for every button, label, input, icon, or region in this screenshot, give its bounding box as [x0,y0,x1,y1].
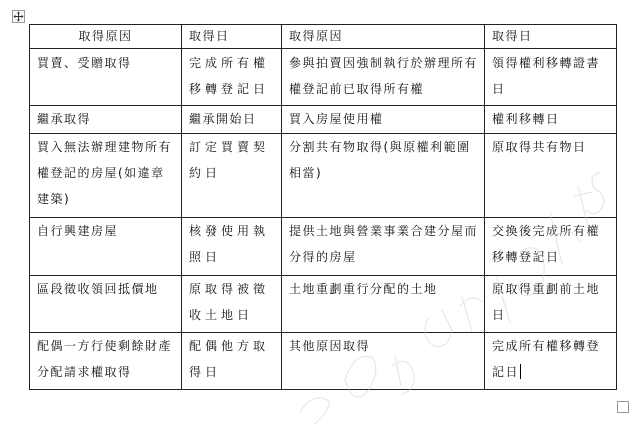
table-cell[interactable]: 繼承取得 [30,106,182,134]
table-cell[interactable]: 配偶他方取得日 [182,333,282,390]
table-move-handle[interactable] [12,10,25,23]
acquisition-date-table [29,24,617,390]
table-row [30,49,617,106]
table-row [30,218,617,276]
table-row [30,106,617,134]
table-cell[interactable]: 自行興建房屋 [30,218,182,276]
table-cell[interactable]: 買入房屋使用權 [282,106,485,134]
move-arrows-icon [13,11,24,22]
table-cell[interactable]: 分割共有物取得(與原權利範圍相當) [282,134,485,218]
table-cell[interactable]: 核發使用執照日 [182,218,282,276]
table-row [30,333,617,390]
table-cell[interactable]: 土地重劃重行分配的土地 [282,276,485,333]
table-cell[interactable]: 參與拍賣因強制執行於辦理所有權登記前已取得所有權 [282,49,485,106]
table-cell[interactable]: 原取得被徵收土地日 [182,276,282,333]
header-cell[interactable]: 取得原因 [282,25,485,49]
table-cell[interactable]: 交換後完成所有權移轉登記日 [485,218,617,276]
table-cell[interactable]: 完成所有權移轉登記日 [182,49,282,106]
table-cell[interactable]: 區段徵收領回抵價地 [30,276,182,333]
table-cell[interactable]: 其他原因取得 [282,333,485,390]
table-cell[interactable]: 配偶一方行使剩餘財產分配請求權取得 [30,333,182,390]
table-row [30,276,617,333]
header-cell[interactable]: 取得原因 [30,25,182,49]
table-header-row [30,25,617,49]
table-cell[interactable]: 買入無法辦理建物所有權登記的房屋(如違章建築) [30,134,182,218]
table-cell[interactable] [485,333,617,390]
text-cursor [520,364,521,379]
header-cell[interactable]: 取得日 [182,25,282,49]
table-row [30,134,617,218]
cell-text: 完成所有權移轉登記日 [492,339,601,379]
table-cell[interactable]: 訂定買賣契約日 [182,134,282,218]
header-cell[interactable]: 取得日 [485,25,617,49]
table-cell[interactable]: 買賣、受贈取得 [30,49,182,106]
table-cell[interactable]: 原取得共有物日 [485,134,617,218]
table-cell[interactable]: 原取得重劃前土地日 [485,276,617,333]
table-resize-handle[interactable] [617,401,629,413]
table-cell[interactable]: 繼承開始日 [182,106,282,134]
table-cell[interactable]: 領得權利移轉證書日 [485,49,617,106]
table-cell[interactable]: 提供土地與營業事業合建分屋而分得的房屋 [282,218,485,276]
table-cell[interactable]: 權利移轉日 [485,106,617,134]
